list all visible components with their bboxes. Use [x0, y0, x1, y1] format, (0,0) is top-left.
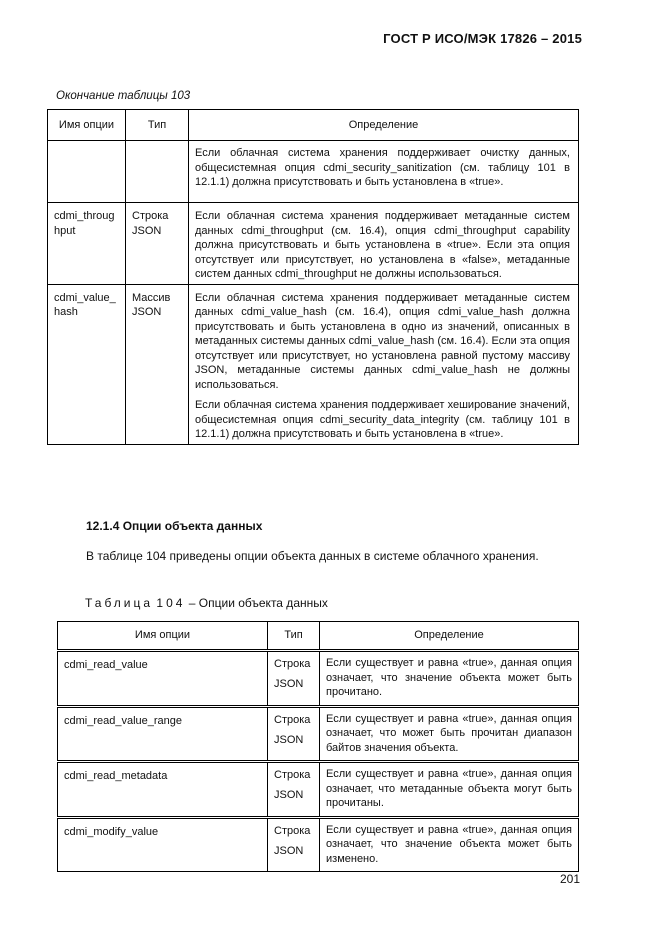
section-number: 12.1.4	[86, 519, 120, 533]
body-paragraph: В таблице 104 приведены опции объекта данных в системе облачного хранения.	[86, 549, 539, 563]
page-number: 201	[559, 872, 580, 886]
table-row	[58, 706, 579, 762]
section-title: Опции объекта данных	[122, 519, 263, 533]
table-row	[58, 762, 579, 818]
option-type-cell	[126, 141, 189, 203]
option-name-cell: cdmi_throughput	[48, 203, 126, 285]
option-definition-cell: Если существует и равна «true», данная опция означает, что может быть прочитан диапазон байтов значения объекта.	[320, 706, 579, 762]
option-definition-cell: Если существует и равна «true», данная опция означает, что значение объекта может быть прочитано.	[320, 651, 579, 707]
table-header-row	[58, 622, 579, 651]
option-definition-cell: Если существует и равна «true», данная опция означает, что значение объекта может быть изменено.	[320, 817, 579, 872]
type-line: Строка	[274, 658, 311, 670]
table-104	[57, 621, 579, 872]
table-row	[48, 141, 579, 203]
option-type-cell	[268, 817, 320, 872]
table-header-row	[48, 110, 579, 141]
option-definition-cell	[189, 141, 579, 203]
caption-label: Таблица	[85, 596, 154, 610]
definition-paragraph: Если облачная система хранения поддерживает хеширование значений, общесистемная опция cdmi_security_data_integrity (см. таблицу 101 в 12.1.1) должна присутствовать и быть установлена в «true».	[195, 399, 570, 440]
document-header: ГОСТ Р ИСО/МЭК 17826 – 2015	[383, 31, 582, 46]
section-heading	[86, 519, 262, 533]
column-header-type: Тип	[268, 622, 320, 651]
type-line: JSON	[274, 678, 304, 690]
option-name-cell: cdmi_value_hash	[48, 284, 126, 444]
definition-paragraph: Если облачная система хранения поддерживает очистку данных, общесистемная опция cdmi_security_sanitization (см. таблицу 101 в 12.1.1) должна присутствовать и быть установлена в «true».	[195, 147, 570, 188]
definition-paragraph: Если облачная система хранения поддерживает метаданные систем данных cdmi_value_hash (см. 16.4), опция cdmi_value_hash должна присутствовать и быть установлена в одно из значений, описанных в метаданных системы данных cdmi_value_hash (см. 16.4). Если эта опция отсутствует или присутствует, но установлена равной пустому массиву JSON, метаданные системы данных cdmi_value_hash не должны использоваться.	[195, 291, 570, 391]
option-type-cell	[268, 651, 320, 707]
option-definition-cell	[189, 203, 579, 285]
table-row	[48, 284, 579, 444]
option-definition-cell: Если существует и равна «true», данная опция означает, что метаданные объекта могут быть прочитаны.	[320, 762, 579, 818]
type-line: Строка	[274, 713, 311, 726]
option-type-cell	[268, 706, 320, 762]
definition-paragraph: Если облачная система хранения поддерживает метаданные систем данных cdmi_throughput (см. 16.4), опция cdmi_throughput capability должна присутствовать и быть установлена в «true». Если эта опция отсутствует или присутствует, но установлена в «false», метаданные систем данных cdmi_throughput не должны использоваться.	[195, 210, 570, 280]
column-header-type: Тип	[126, 110, 189, 141]
table-row	[58, 817, 579, 872]
column-header-name: Имя опции	[58, 622, 268, 651]
caption-number: 104	[156, 596, 186, 610]
type-line: Строка	[274, 824, 311, 837]
type-line: Строка	[274, 769, 311, 781]
option-type-cell: Массив JSON	[126, 284, 189, 444]
caption-title: – Опции объекта данных	[188, 596, 328, 610]
table-row	[58, 651, 579, 707]
option-type-cell	[268, 762, 320, 818]
table-103	[47, 109, 579, 445]
option-definition-cell	[189, 284, 579, 444]
option-name-cell: cdmi_read_metadata	[58, 762, 268, 818]
column-header-name: Имя опции	[48, 110, 126, 141]
option-name-cell	[48, 141, 126, 203]
option-name-cell: cdmi_modify_value	[58, 817, 268, 872]
option-name-cell: cdmi_read_value	[58, 651, 268, 707]
type-line: JSON	[274, 844, 304, 857]
type-line: JSON	[274, 733, 304, 746]
option-name-cell: cdmi_read_value_range	[58, 706, 268, 762]
type-line: JSON	[274, 789, 304, 801]
column-header-definition: Определение	[320, 622, 579, 651]
table-row	[48, 203, 579, 285]
column-header-definition: Определение	[189, 110, 579, 141]
table-104-caption	[85, 596, 328, 610]
table-103-caption: Окончание таблицы 103	[56, 90, 191, 102]
option-type-cell: Строка JSON	[126, 203, 189, 285]
